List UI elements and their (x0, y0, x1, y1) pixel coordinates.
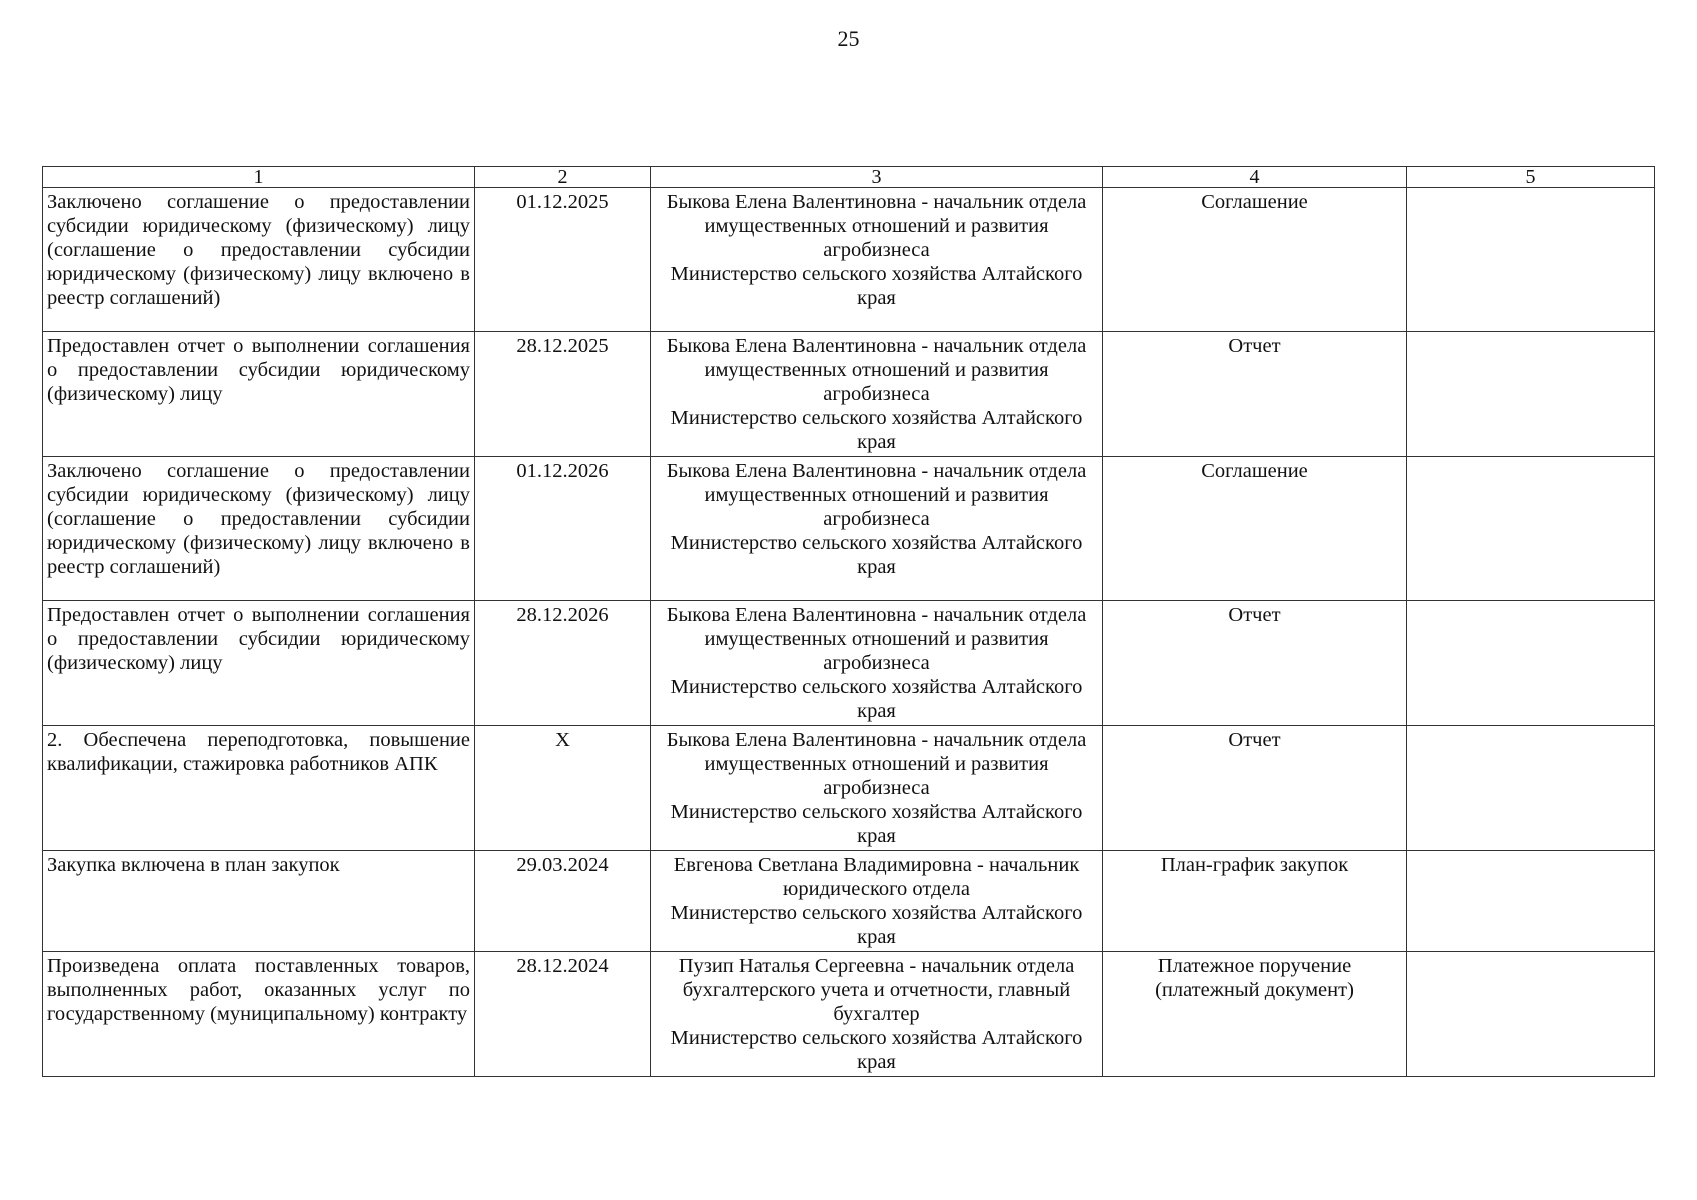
column-header: 5 (1407, 167, 1655, 188)
responsible-person: Быкова Елена Валентиновна - начальник отдела имущественных отношений и развития агробизнеса (666, 460, 1087, 530)
note-cell (1407, 952, 1655, 1077)
responsible-organization: Министерство сельского хозяйства Алтайского края (670, 676, 1083, 722)
note-cell (1407, 457, 1655, 601)
table-header-row (43, 167, 1655, 188)
document-type: Отчет (1103, 601, 1407, 726)
responsible-cell (651, 851, 1103, 952)
event-date: 28.12.2026 (475, 601, 651, 726)
column-header: 1 (43, 167, 475, 188)
responsible-cell (651, 332, 1103, 457)
table-row (43, 952, 1655, 1077)
event-description: 2. Обеспечена переподготовка, повышение квалификации, стажировка работников АПК (43, 726, 475, 851)
table-row (43, 851, 1655, 952)
column-header: 3 (651, 167, 1103, 188)
document-type: Отчет (1103, 726, 1407, 851)
responsible-organization: Министерство сельского хозяйства Алтайского края (670, 801, 1083, 847)
responsible-organization: Министерство сельского хозяйства Алтайского края (670, 532, 1083, 578)
responsible-person: Быкова Елена Валентиновна - начальник отдела имущественных отношений и развития агробизнеса (666, 191, 1087, 261)
event-date: 29.03.2024 (475, 851, 651, 952)
responsible-person: Быкова Елена Валентиновна - начальник отдела имущественных отношений и развития агробизнеса (666, 604, 1087, 674)
document-type: Платежное поручение (платежный документ) (1103, 952, 1407, 1077)
responsible-cell (651, 952, 1103, 1077)
page-number: 25 (837, 26, 860, 51)
table-row (43, 726, 1655, 851)
event-description: Заключено соглашение о предоставлении субсидии юридическому (физическому) лицу (соглашение о предоставлении субсидии юридическому (физическому) лицу включено в реестр соглашений) (43, 457, 475, 601)
table-row (43, 601, 1655, 726)
responsible-person: Евгенова Светлана Владимировна - начальник юридического отдела (673, 854, 1080, 900)
event-description: Предоставлен отчет о выполнении соглашения о предоставлении субсидии юридическому (физическому) лицу (43, 332, 475, 457)
note-cell (1407, 601, 1655, 726)
responsible-cell (651, 726, 1103, 851)
table-row (43, 188, 1655, 332)
responsible-organization: Министерство сельского хозяйства Алтайского края (670, 407, 1083, 453)
event-description: Закупка включена в план закупок (43, 851, 475, 952)
event-date: 28.12.2025 (475, 332, 651, 457)
document-type: План-график закупок (1103, 851, 1407, 952)
event-description: Предоставлен отчет о выполнении соглашения о предоставлении субсидии юридическому (физическому) лицу (43, 601, 475, 726)
event-description: Заключено соглашение о предоставлении субсидии юридическому (физическому) лицу (соглашение о предоставлении субсидии юридическому (физическому) лицу включено в реестр соглашений) (43, 188, 475, 332)
event-date: 01.12.2025 (475, 188, 651, 332)
event-description: Произведена оплата поставленных товаров, выполненных работ, оказанных услуг по государственному (муниципальному) контракту (43, 952, 475, 1077)
event-date: 28.12.2024 (475, 952, 651, 1077)
table-row (43, 332, 1655, 457)
table-row (43, 457, 1655, 601)
column-header: 4 (1103, 167, 1407, 188)
event-date: X (475, 726, 651, 851)
plan-table (42, 166, 1655, 1077)
responsible-organization: Министерство сельского хозяйства Алтайского края (670, 902, 1083, 948)
document-type: Соглашение (1103, 457, 1407, 601)
event-date: 01.12.2026 (475, 457, 651, 601)
note-cell (1407, 726, 1655, 851)
responsible-cell (651, 188, 1103, 332)
responsible-cell (651, 457, 1103, 601)
note-cell (1407, 332, 1655, 457)
column-header: 2 (475, 167, 651, 188)
responsible-organization: Министерство сельского хозяйства Алтайского края (670, 263, 1083, 309)
responsible-person: Быкова Елена Валентиновна - начальник отдела имущественных отношений и развития агробизнеса (666, 335, 1087, 405)
note-cell (1407, 851, 1655, 952)
responsible-cell (651, 601, 1103, 726)
document-type: Отчет (1103, 332, 1407, 457)
responsible-person: Пузип Наталья Сергеевна - начальник отдела бухгалтерского учета и отчетности, главный бухгалтер (678, 955, 1075, 1025)
note-cell (1407, 188, 1655, 332)
responsible-person: Быкова Елена Валентиновна - начальник отдела имущественных отношений и развития агробизнеса (666, 729, 1087, 799)
responsible-organization: Министерство сельского хозяйства Алтайского края (670, 1027, 1083, 1073)
document-type: Соглашение (1103, 188, 1407, 332)
